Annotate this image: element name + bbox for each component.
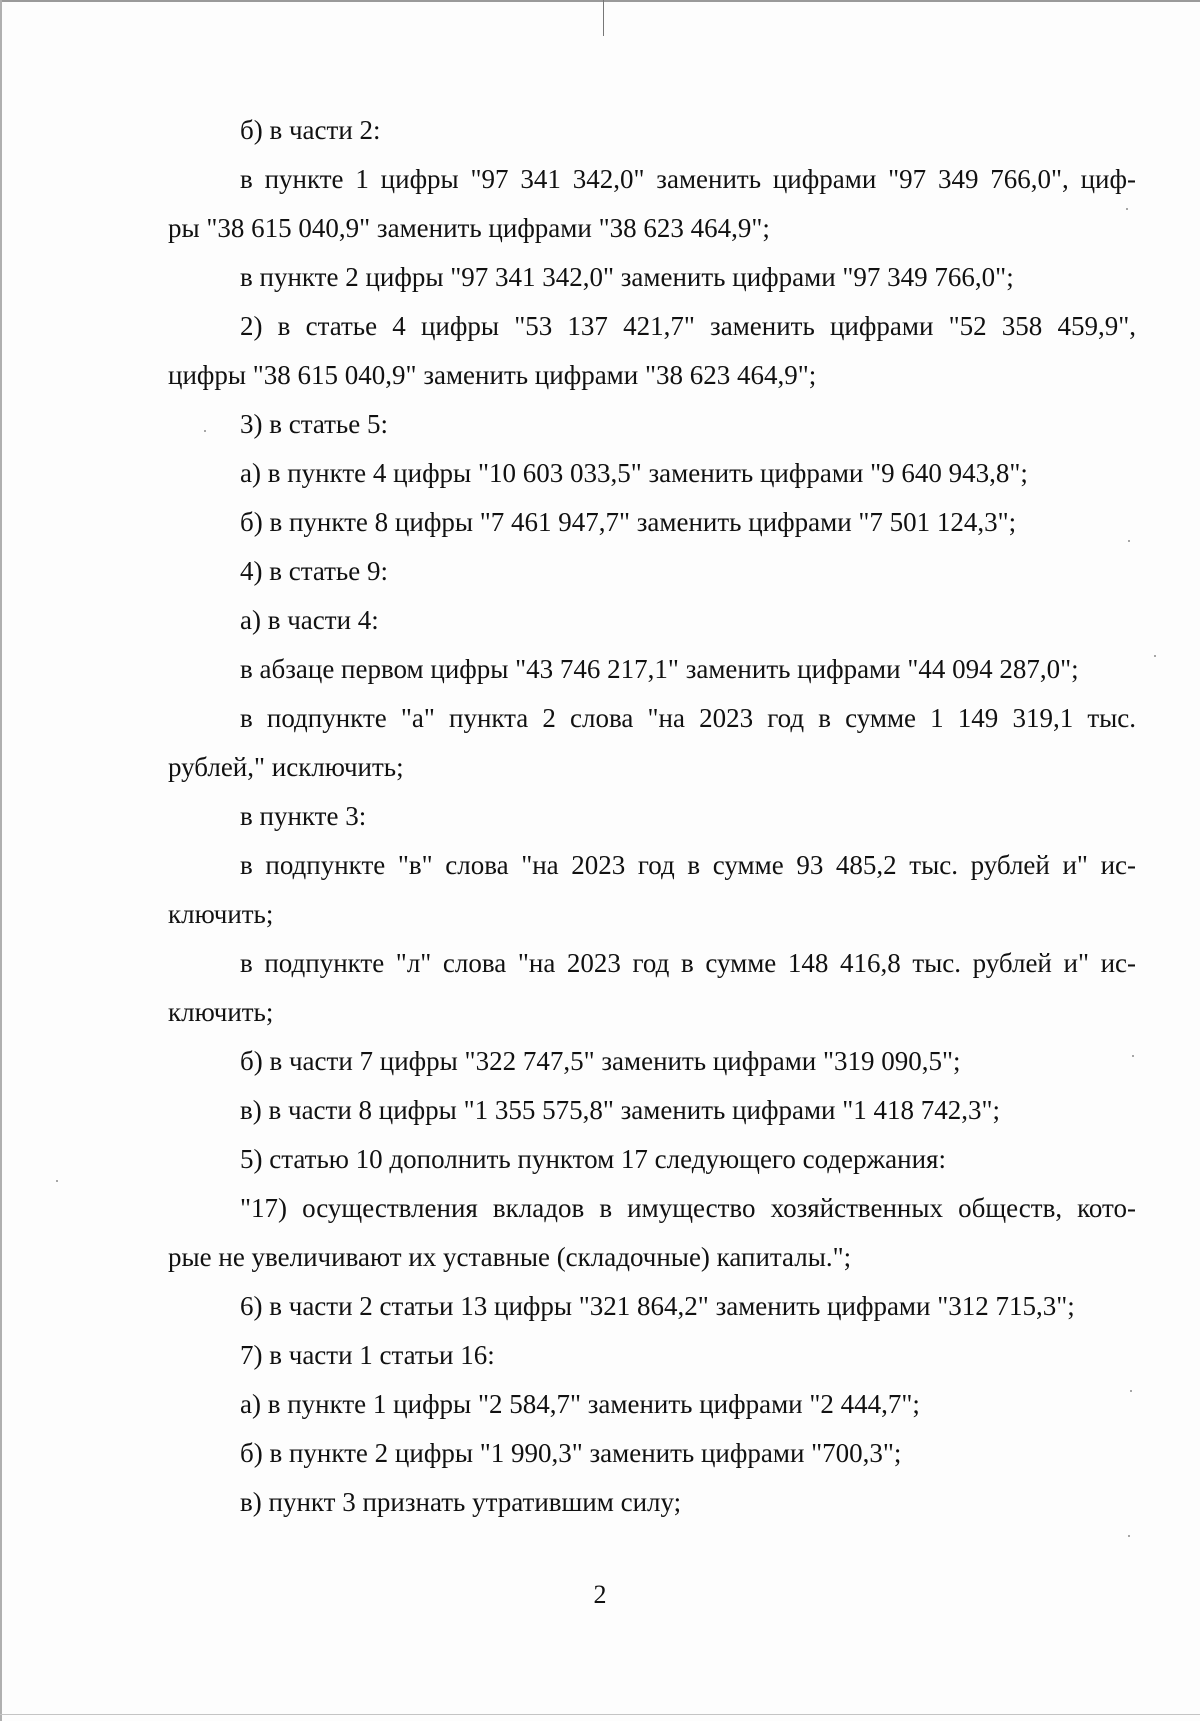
paragraph-line: б) в пункте 2 цифры "1 990,3" заменить цифрами "700,3";: [240, 1438, 902, 1468]
paragraph-line: в подпункте "а" пункта 2 слова "на 2023 год в сумме 1 149 319,1 тыс.: [240, 703, 1136, 733]
paragraph-line: рые не увеличивают их уставные (складочные) капиталы.";: [168, 1242, 852, 1272]
paragraph-line: 4) в статье 9:: [240, 556, 388, 586]
paragraph-line: "17) осуществления вкладов в имущество хозяйственных обществ, кото-: [240, 1193, 1136, 1223]
paragraph-line: б) в пункте 8 цифры "7 461 947,7" заменить цифрами "7 501 124,3";: [240, 507, 1017, 537]
scan-speck: [1154, 655, 1156, 657]
paragraph-line: б) в части 7 цифры "322 747,5" заменить цифрами "319 090,5";: [240, 1046, 961, 1076]
paragraph-line: в подпункте "в" слова "на 2023 год в сумме 93 485,2 тыс. рублей и" ис-: [240, 850, 1136, 880]
paragraph-line: а) в пункте 4 цифры "10 603 033,5" заменить цифрами "9 640 943,8";: [240, 458, 1028, 488]
paragraph-line: в пункте 2 цифры "97 341 342,0" заменить цифрами "97 349 766,0";: [240, 262, 1014, 292]
scan-edge-left: [0, 0, 2, 1721]
paragraph-line: 2) в статье 4 цифры "53 137 421,7" заменить цифрами "52 358 459,9",: [240, 311, 1136, 341]
paragraph-line: 5) статью 10 дополнить пунктом 17 следующего содержания:: [240, 1144, 946, 1174]
paragraph-line: б) в части 2:: [240, 115, 381, 145]
document-body: [168, 106, 1136, 1527]
paragraph-line: 7) в части 1 статьи 16:: [240, 1340, 495, 1370]
page-number: 2: [593, 1580, 607, 1609]
paragraph-line: а) в пункте 1 цифры "2 584,7" заменить цифрами "2 444,7";: [240, 1389, 920, 1419]
scan-edge-top: [0, 0, 1200, 2]
paragraph-line: в пункте 3:: [240, 801, 367, 831]
paragraph-line: ключить;: [168, 997, 274, 1027]
paragraph-line: ключить;: [168, 899, 274, 929]
paragraph-line: в) пункт 3 признать утратившим силу;: [240, 1487, 682, 1517]
paragraph-line: в пункте 1 цифры "97 341 342,0" заменить цифрами "97 349 766,0", циф-: [240, 164, 1136, 194]
scan-edge-bottom: [0, 1714, 1200, 1715]
paragraph-line: цифры "38 615 040,9" заменить цифрами "38 623 464,9";: [168, 360, 817, 390]
paragraph-line: в подпункте "л" слова "на 2023 год в сумме 148 416,8 тыс. рублей и" ис-: [240, 948, 1136, 978]
scan-speck: [1128, 1535, 1130, 1537]
paragraph-line: 6) в части 2 статьи 13 цифры "321 864,2" заменить цифрами "312 715,3";: [240, 1291, 1075, 1321]
paragraph-line: 3) в статье 5:: [240, 409, 388, 439]
paragraph-line: рублей," исключить;: [168, 752, 404, 782]
paragraph-line: а) в части 4:: [240, 605, 379, 635]
paragraph-line: в) в части 8 цифры "1 355 575,8" заменить цифрами "1 418 742,3";: [240, 1095, 1001, 1125]
scan-speck: [56, 1180, 58, 1182]
scan-tick-mark: [603, 0, 604, 36]
paragraph-line: ры "38 615 040,9" заменить цифрами "38 623 464,9";: [168, 213, 770, 243]
paragraph-line: в абзаце первом цифры "43 746 217,1" заменить цифрами "44 094 287,0";: [240, 654, 1079, 684]
